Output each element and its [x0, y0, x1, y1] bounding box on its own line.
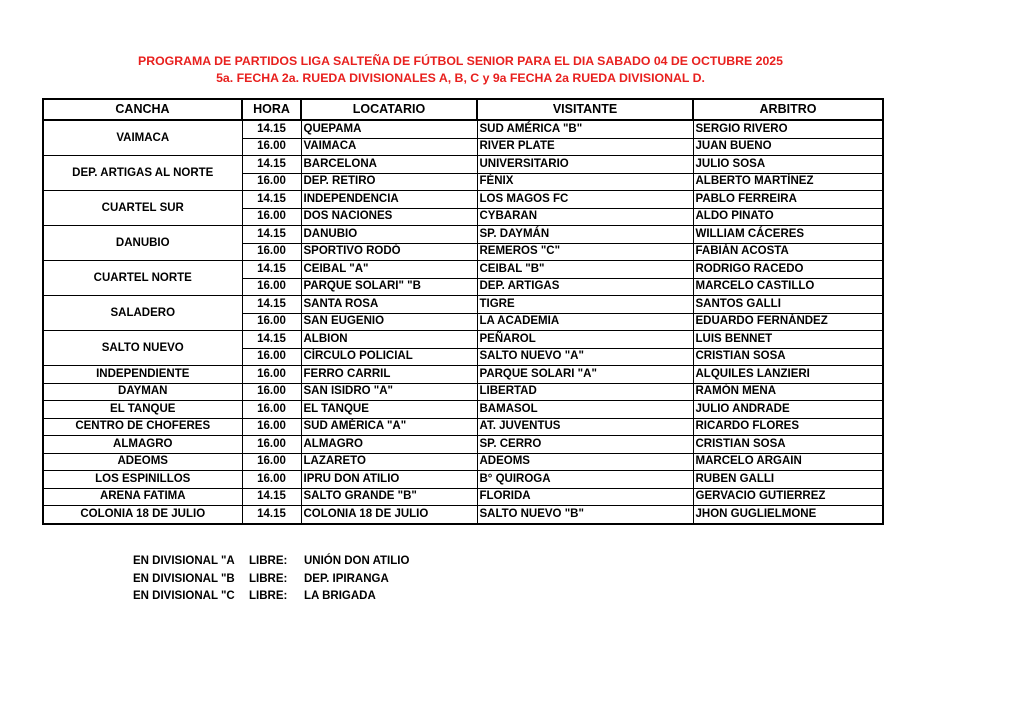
hora-cell: 16.00	[242, 383, 301, 401]
visitante-cell: REMEROS "C"	[477, 243, 693, 261]
arbitro-cell: CRISTIAN SOSA	[693, 348, 883, 366]
visitante-cell: CEIBAL "B"	[477, 261, 693, 279]
libre-row	[133, 588, 409, 606]
page-title: PROGRAMA DE PARTIDOS LIGA SALTEÑA DE FÚTBOL SENIOR PARA EL DIA SABADO 04 DE OCTUBRE 2025	[138, 54, 783, 68]
libre-team: LA BRIGADA	[304, 590, 376, 602]
arbitro-cell: ALDO PINATO	[693, 208, 883, 226]
hora-cell: 16.00	[242, 278, 301, 296]
hora-cell: 14.15	[242, 191, 301, 209]
locatario-cell: EL TANQUE	[301, 401, 477, 419]
visitante-cell: SP. DAYMÁN	[477, 226, 693, 244]
arbitro-cell: RODRIGO RACEDO	[693, 261, 883, 279]
libre-label: LIBRE:	[249, 572, 288, 585]
hora-cell: 16.00	[242, 453, 301, 471]
libre-label: LIBRE:	[249, 590, 288, 602]
locatario-cell: QUEPAMA	[301, 120, 477, 138]
locatario-cell: SPORTIVO RODÓ	[301, 243, 477, 261]
cancha-cell: SALADERO	[43, 296, 242, 331]
header-visitante: VISITANTE	[477, 99, 693, 120]
locatario-cell: SALTO GRANDE "B"	[301, 488, 477, 506]
arbitro-cell: LUIS BENNET	[693, 331, 883, 349]
hora-cell: 14.15	[242, 226, 301, 244]
locatario-cell: CEIBAL "A"	[301, 261, 477, 279]
table-row	[43, 296, 883, 314]
arbitro-cell: JULIO SOSA	[693, 156, 883, 174]
table-row	[43, 488, 883, 506]
hora-cell: 14.15	[242, 156, 301, 174]
cancha-cell: ARENA FATIMA	[43, 488, 242, 506]
locatario-cell: FERRO CARRIL	[301, 366, 477, 384]
arbitro-cell: CRISTIAN SOSA	[693, 436, 883, 454]
libre-team: UNIÓN DON ATILIO	[304, 555, 410, 567]
visitante-cell: TIGRE	[477, 296, 693, 314]
locatario-cell: SUD AMÉRICA "A"	[301, 418, 477, 436]
cancha-cell: INDEPENDIENTE	[43, 366, 242, 384]
cancha-cell: DEP. ARTIGAS AL NORTE	[43, 156, 242, 191]
locatario-cell: IPRU DON ATILIO	[301, 471, 477, 489]
hora-cell: 16.00	[242, 313, 301, 331]
hora-cell: 14.15	[242, 331, 301, 349]
visitante-cell: UNIVERSITARIO	[477, 156, 693, 174]
locatario-cell: DOS NACIONES	[301, 208, 477, 226]
locatario-cell: LAZARETO	[301, 453, 477, 471]
hora-cell: 14.15	[242, 296, 301, 314]
table-row	[43, 226, 883, 244]
header-locatario: LOCATARIO	[301, 99, 477, 120]
libre-divisional: EN DIVISIONAL "B	[133, 572, 235, 585]
hora-cell: 14.15	[242, 506, 301, 524]
hora-cell: 16.00	[242, 366, 301, 384]
hora-cell: 16.00	[242, 208, 301, 226]
libre-team: DEP. IPIRANGA	[304, 572, 389, 585]
visitante-cell: PEÑAROL	[477, 331, 693, 349]
table-row	[43, 191, 883, 209]
cancha-cell: ALMAGRO	[43, 436, 242, 454]
hora-cell: 14.15	[242, 261, 301, 279]
visitante-cell: ADEOMS	[477, 453, 693, 471]
libre-label: LIBRE:	[249, 555, 288, 567]
cancha-cell: CUARTEL SUR	[43, 191, 242, 226]
hora-cell: 16.00	[242, 436, 301, 454]
arbitro-cell: JULIO ANDRADE	[693, 401, 883, 419]
visitante-cell: LOS MAGOS FC	[477, 191, 693, 209]
hora-cell: 16.00	[242, 418, 301, 436]
visitante-cell: SALTO NUEVO "B"	[477, 506, 693, 524]
cancha-cell: SALTO NUEVO	[43, 331, 242, 366]
table-row	[43, 453, 883, 471]
arbitro-cell: MARCELO ARGAIN	[693, 453, 883, 471]
visitante-cell: B° QUIROGA	[477, 471, 693, 489]
visitante-cell: SP. CERRO	[477, 436, 693, 454]
table-row	[43, 366, 883, 384]
arbitro-cell: SERGIO RIVERO	[693, 120, 883, 138]
arbitro-cell: MARCELO CASTILLO	[693, 278, 883, 296]
header-hora: HORA	[242, 99, 301, 120]
hora-cell: 16.00	[242, 138, 301, 156]
visitante-cell: PARQUE SOLARI "A"	[477, 366, 693, 384]
cancha-cell: CENTRO DE CHOFERES	[43, 418, 242, 436]
cancha-cell: COLONIA 18 DE JULIO	[43, 506, 242, 524]
visitante-cell: DEP. ARTIGAS	[477, 278, 693, 296]
visitante-cell: FÉNIX	[477, 173, 693, 191]
arbitro-cell: JHON GUGLIELMONE	[693, 506, 883, 524]
table-row	[43, 506, 883, 524]
locatario-cell: PARQUE SOLARI" "B	[301, 278, 477, 296]
visitante-cell: LIBERTAD	[477, 383, 693, 401]
visitante-cell: SUD AMÉRICA "B"	[477, 120, 693, 138]
locatario-cell: ALBION	[301, 331, 477, 349]
visitante-cell: BAMASOL	[477, 401, 693, 419]
table-row	[43, 383, 883, 401]
arbitro-cell: PABLO FERREIRA	[693, 191, 883, 209]
locatario-cell: CÍRCULO POLICIAL	[301, 348, 477, 366]
visitante-cell: CYBARAN	[477, 208, 693, 226]
arbitro-cell: JUAN BUENO	[693, 138, 883, 156]
hora-cell: 16.00	[242, 401, 301, 419]
page-subtitle: 5a. FECHA 2a. RUEDA DIVISIONALES A, B, C y 9a FECHA 2a RUEDA DIVISIONAL D.	[216, 71, 705, 85]
table-row	[43, 156, 883, 174]
locatario-cell: BARCELONA	[301, 156, 477, 174]
locatario-cell: ALMAGRO	[301, 436, 477, 454]
arbitro-cell: SANTOS GALLI	[693, 296, 883, 314]
cancha-cell: DANUBIO	[43, 226, 242, 261]
locatario-cell: DANUBIO	[301, 226, 477, 244]
table-row	[43, 331, 883, 349]
libre-row	[133, 571, 409, 589]
hora-cell: 14.15	[242, 488, 301, 506]
arbitro-cell: GERVACIO GUTIERREZ	[693, 488, 883, 506]
cancha-cell: CUARTEL NORTE	[43, 261, 242, 296]
visitante-cell: LA ACADEMIA	[477, 313, 693, 331]
hora-cell: 16.00	[242, 471, 301, 489]
arbitro-cell: RAMÓN MENA	[693, 383, 883, 401]
cancha-cell: ADEOMS	[43, 453, 242, 471]
arbitro-cell: ALBERTO MARTÍNEZ	[693, 173, 883, 191]
locatario-cell: SAN EUGENIO	[301, 313, 477, 331]
cancha-cell: LOS ESPINILLOS	[43, 471, 242, 489]
table-row	[43, 471, 883, 489]
header-arbitro: ARBITRO	[693, 99, 883, 120]
table-row	[43, 418, 883, 436]
arbitro-cell: RICARDO FLORES	[693, 418, 883, 436]
visitante-cell: RIVER PLATE	[477, 138, 693, 156]
hora-cell: 16.00	[242, 243, 301, 261]
cancha-cell: VAIMACA	[43, 120, 242, 156]
hora-cell: 16.00	[242, 348, 301, 366]
visitante-cell: SALTO NUEVO "A"	[477, 348, 693, 366]
arbitro-cell: FABIÁN ACOSTA	[693, 243, 883, 261]
locatario-cell: VAIMACA	[301, 138, 477, 156]
table-row	[43, 120, 883, 138]
locatario-cell: COLONIA 18 DE JULIO	[301, 506, 477, 524]
table-row	[43, 401, 883, 419]
arbitro-cell: ALQUILES LANZIERI	[693, 366, 883, 384]
libre-divisional: EN DIVISIONAL "C	[133, 590, 235, 602]
libre-row	[133, 553, 409, 571]
schedule-table	[42, 98, 884, 525]
header-cancha: CANCHA	[43, 99, 242, 120]
arbitro-cell: RUBEN GALLI	[693, 471, 883, 489]
schedule-body	[43, 120, 883, 524]
arbitro-cell: WILLIAM CÁCERES	[693, 226, 883, 244]
hora-cell: 16.00	[242, 173, 301, 191]
hora-cell: 14.15	[242, 120, 301, 138]
locatario-cell: SANTA ROSA	[301, 296, 477, 314]
locatario-cell: DEP. RETIRO	[301, 173, 477, 191]
cancha-cell: EL TANQUE	[43, 401, 242, 419]
libres-section	[133, 553, 409, 606]
table-row	[43, 261, 883, 279]
visitante-cell: AT. JUVENTUS	[477, 418, 693, 436]
table-row	[43, 436, 883, 454]
locatario-cell: SAN ISIDRO "A"	[301, 383, 477, 401]
locatario-cell: INDEPENDENCIA	[301, 191, 477, 209]
cancha-cell: DAYMAN	[43, 383, 242, 401]
libre-divisional: EN DIVISIONAL "A	[133, 555, 235, 567]
visitante-cell: FLORIDA	[477, 488, 693, 506]
table-header-row	[43, 99, 883, 120]
arbitro-cell: EDUARDO FERNÁNDEZ	[693, 313, 883, 331]
